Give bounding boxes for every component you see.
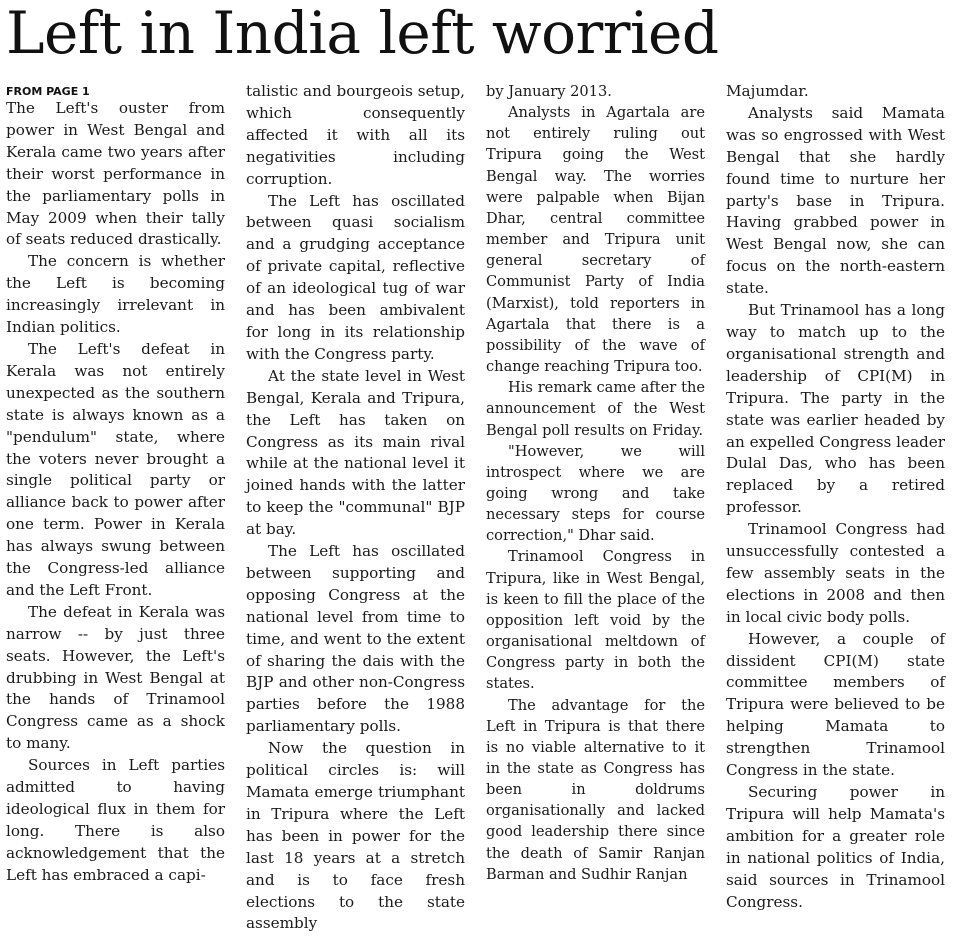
- paragraph: "However, we will introspect where we are going wrong and take necessary steps for course correction," Dhar said.: [486, 442, 705, 545]
- paragraph: The Left's ouster from power in West Bengal and Kerala came two years after their worst performance in the parliamentary polls in May 2009 when their tally of seats reduced drastically.: [6, 99, 225, 249]
- paragraph: Analysts in Agartala are not entirely ruling out Tripura going the West Bengal way. The worries were palpable when Bijan Dhar, central committee member and Tripura unit general secretary of Communist Party of India (Marxist), told reporters in Agartala that there is a possibility of the wave of change reaching Tripura too.: [486, 104, 705, 376]
- paragraph: Trinamool Congress had unsuccessfully contested a few assembly seats in the elections in 2008 and then in local civic body polls.: [726, 520, 945, 626]
- article-column-2: [246, 81, 465, 935]
- paragraph: Sources in Left parties admitted to having ideological flux in them for long. There is also acknowledgement that the Left has embraced a capi-: [6, 756, 225, 884]
- paragraph: Analysts said Mamata was so engrossed with West Bengal that she hardly found time to nurture her party's base in Tripura. Having grabbed power in West Bengal now, she can focus on the north-eastern state.: [726, 103, 945, 298]
- paragraph: His remark came after the announcement of the West Bengal poll results on Friday.: [486, 379, 705, 439]
- paragraph: The defeat in Kerala was narrow -- by just three seats. However, the Left's drubbing in West Bengal at the hands of Trinamool Congress came as a shock to many.: [6, 602, 225, 753]
- paragraph: Majumdar.: [726, 82, 809, 100]
- paragraph: At the state level in West Bengal, Kerala and Tripura, the Left has taken on Congress as its main rival while at the national level it joined hands with the latter to keep the "communal" BJP at bay.: [246, 366, 465, 539]
- headline: Left in India left worried: [6, 0, 719, 67]
- paragraph: Trinamool Congress in Tripura, like in West Bengal, is keen to fill the place of the opposition left void by the organisational meltdown of Congress party in both the states.: [486, 548, 705, 693]
- paragraph: talistic and bourgeois setup, which consequently affected it with all its negativities including corruption.: [246, 82, 465, 188]
- paragraph: The Left has oscillated between supporting and opposing Congress at the national level from time to time, and went to the extent of sharing the dais with the BJP and other non-Congress parties before the 1988 parliamentary polls.: [246, 542, 465, 736]
- paragraph: The advantage for the Left in Tripura is that there is no viable alternative to it in the state as Congress has been in doldrums organisationally and lacked good leadership there since the death of Samir Ranjan Barman and Sudhir Ranjan: [486, 696, 705, 883]
- paragraph: But Trinamool has a long way to match up to the organisational strength and leadership of CPI(M) in Tripura. The party in the state was earlier headed by an expelled Congress leader Dulal Das, who has been replaced by a retired professor.: [726, 301, 945, 517]
- dateline: FROM PAGE 1: [6, 85, 90, 98]
- paragraph: by January 2013.: [486, 83, 612, 100]
- article-column-4: [726, 81, 945, 913]
- paragraph: The Left's defeat in Kerala was not entirely unexpected as the southern state is always known as a "pendulum" state, where the voters never brought a single political party or alliance back to power after one term. Power in Kerala has always swung between the Congress-led alliance and the Left Front.: [6, 339, 225, 599]
- paragraph: Now the question in political circles is: will Mamata emerge triumphant in Tripura where the Left has been in power for the last 18 years at a stretch and is to face fresh elections to the state assembly: [246, 739, 465, 933]
- article-column-1: [6, 98, 225, 887]
- paragraph: Securing power in Tripura will help Mamata's ambition for a greater role in national politics of India, said sources in Trinamool Congress.: [726, 783, 945, 911]
- paragraph: The Left has oscillated between quasi socialism and a grudging acceptance of private capital, reflective of an ideological tug of war and has been ambivalent for long in its relationship with the Congress party.: [246, 191, 465, 363]
- paragraph: However, a couple of dissident CPI(M) state committee members of Tripura were believed to be helping Mamata to strengthen Trinamool Congress in the state.: [726, 629, 945, 780]
- paragraph: The concern is whether the Left is becoming increasingly irrelevant in Indian politics.: [6, 252, 225, 337]
- article-column-3: [486, 81, 705, 885]
